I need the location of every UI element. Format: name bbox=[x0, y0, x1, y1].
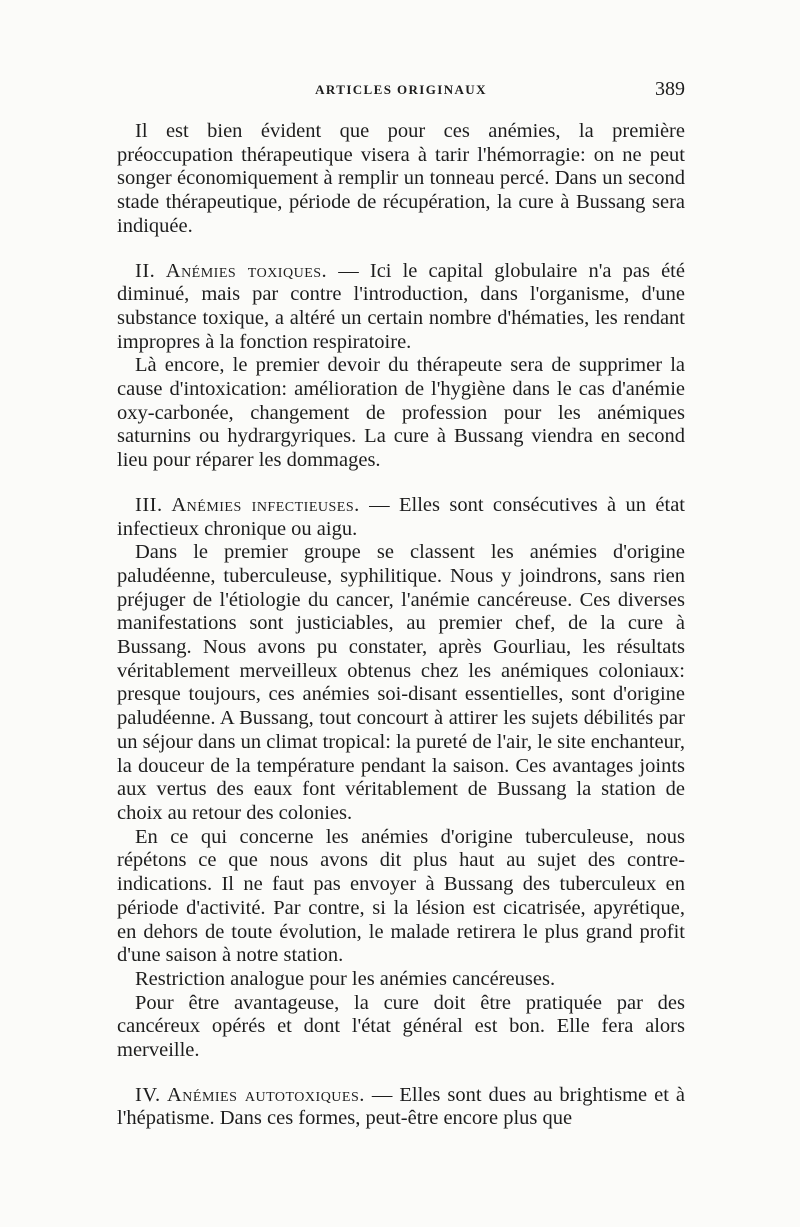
section-heading: II. Anémies toxiques. bbox=[135, 259, 328, 282]
section-paragraph bbox=[117, 494, 685, 541]
paragraph bbox=[117, 992, 685, 1063]
paragraph-text: Pour être avantageuse, la cure doit être pratiquée par des cancéreux opérés et dont l'état général est bon. Elle fera alors merveille. bbox=[117, 991, 685, 1062]
paragraph-text: — Elles sont dues au brightisme et à l'hépatisme. Dans ces formes, peut-être encore plus que bbox=[117, 1083, 685, 1130]
running-title: ARTICLES ORIGINAUX bbox=[315, 82, 487, 97]
paragraph-text: — Elles sont consécutives à un état infectieux chronique ou aigu. bbox=[117, 493, 686, 540]
paragraph-text: Dans le premier groupe se classent les anémies d'origine paludéenne, tuberculeuse, syphilitique. Nous y joindrons, sans rien préjuger de l'étiologie du cancer, l'anémie cancéreuse. Ces diverses manifestations sont justiciables, au premier chef, de la cure à Bussang. Nous avons pu constater, après Gourliau, les résultats véritablement merveilleux obtenus chez les anémiques coloniaux: presque toujours, ces anémies soi-disant essentielles, sont d'origine paludéenne. A Bussang, tout concourt à attirer les sujets débilités par un séjour dans un climat tropical: la pureté de l'air, le site enchanteur, la douceur de la température pendant la saison. Ces avantages joints aux vertus des eaux font véritablement de Bussang la station de choix au retour des colonies. bbox=[117, 541, 685, 824]
page-number: 389 bbox=[655, 78, 685, 100]
paragraph-text: — Ici le capital globulaire n'a pas été diminué, mais par contre l'introduction, dans l'organisme, d'une substance toxique, a altéré un certain nombre d'hématies, les rendant impropres à la fonction respiratoire. bbox=[117, 259, 685, 353]
section-heading: IV. Anémies autotoxiques. bbox=[135, 1083, 365, 1106]
paragraph bbox=[117, 826, 685, 968]
paragraph-text: Il est bien évident que pour ces anémies, la première préoccupation thérapeutique visera à tarir l'hémorragie: on ne peut songer économiquement à remplir un tonneau percé. Dans un second stade thérapeutique, période de récupération, la cure à Bussang sera indiquée. bbox=[117, 120, 685, 237]
paragraph bbox=[117, 968, 685, 992]
section-paragraph bbox=[117, 260, 685, 355]
section-heading: III. Anémies infectieuses. bbox=[135, 493, 360, 516]
paragraph-text: En ce qui concerne les anémies d'origine tuberculeuse, nous répétons ce que nous avons dit plus haut au sujet des contre-indications. Il ne faut pas envoyer à Bussang des tuberculeux en période d'activité. Par contre, si la lésion est cicatrisée, apyrétique, en dehors de toute évolution, le malade retirera le plus grand profit d'une saison à notre station. bbox=[117, 825, 685, 967]
paragraph-text: Là encore, le premier devoir du thérapeute sera de supprimer la cause d'intoxication: amélioration de l'hygiène dans le cas d'anémie oxy-carbonée, changement de profession pour les anémiques saturnins ou hydrargyriques. La cure à Bussang viendra en second lieu pour réparer les dommages. bbox=[117, 354, 685, 472]
running-header bbox=[117, 78, 685, 104]
paragraph bbox=[117, 120, 685, 239]
paragraph-text: Restriction analogue pour les anémies cancéreuses. bbox=[135, 967, 556, 990]
paragraph bbox=[117, 541, 685, 825]
section-paragraph bbox=[117, 1084, 685, 1131]
article-body bbox=[117, 120, 685, 1131]
paragraph bbox=[117, 354, 685, 473]
